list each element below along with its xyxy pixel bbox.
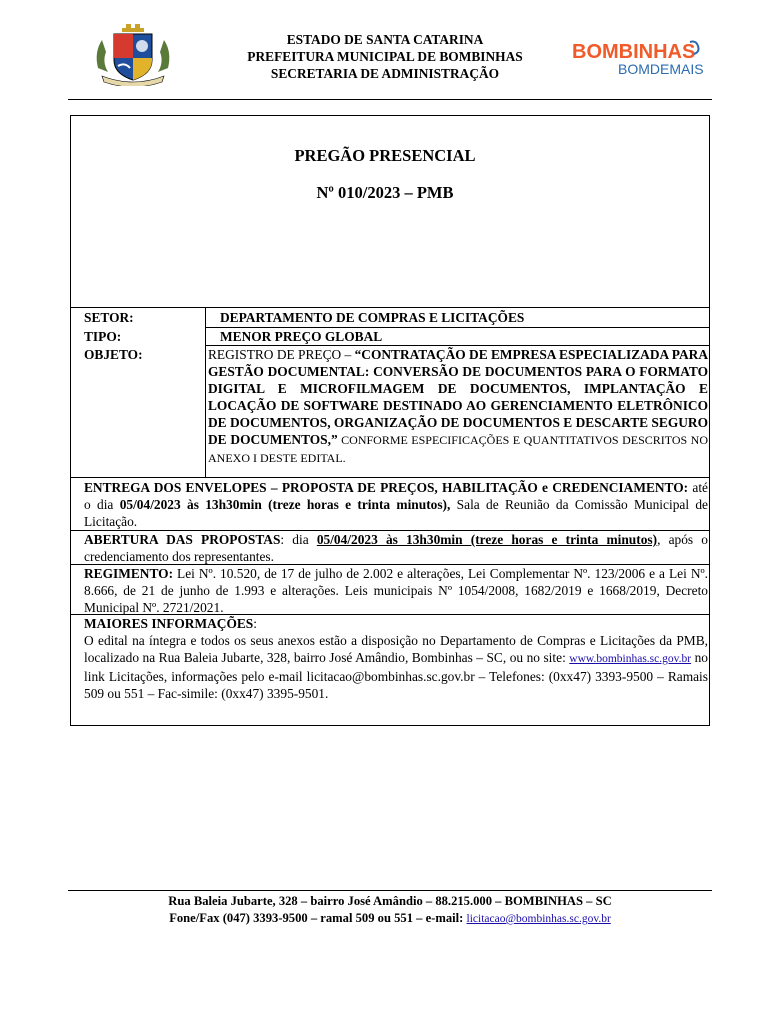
bombinhas-logo-icon xyxy=(572,38,712,80)
entrega-section xyxy=(84,479,708,530)
table-column-divider xyxy=(205,307,206,477)
objeto-description: “CONTRATAÇÃO DE EMPRESA ESPECIALIZADA PARA GESTÃO DOCUMENTAL: CONVERSÃO DE DOCUMENTOS PARA O FORMATO DIGITAL E MICROFILMAGEM DE DOCUMENTOS, IMPLANTAÇÃO E LOCAÇÃO DE SOFTWARE DESTINADO AO GERENCIAMENTO ELETRÔNICO DE DOCUMENTOS, ORGANIZAÇÃO DE DOCUMENTOS E DESCARTE SEGURO DE DOCUMENTOS,” xyxy=(208,347,708,447)
objeto-value xyxy=(208,346,708,467)
informacoes-colon: : xyxy=(253,616,257,631)
tipo-value: MENOR PREÇO GLOBAL xyxy=(220,329,383,344)
doc-number: Nº 010/2023 – PMB xyxy=(316,183,454,202)
brand-main-text: BOMBINHAS xyxy=(572,41,696,63)
informacoes-section xyxy=(84,615,708,702)
objeto-label: OBJETO: xyxy=(84,347,143,362)
abertura-text: : dia xyxy=(280,532,317,547)
abertura-section xyxy=(84,531,708,565)
brand-sub-text: BOMDEMAIS xyxy=(618,61,704,77)
footer-address: Rua Baleia Jubarte, 328 – bairro José Amândio – 88.215.000 – BOMBINHAS – SC xyxy=(168,894,612,908)
informacoes-label: MAIORES INFORMAÇÕES xyxy=(84,616,254,631)
entrega-date: 05/04/2023 às 13h30min (treze horas e trinta minutos), xyxy=(119,497,451,512)
footer-email-link[interactable]: licitacao@bombinhas.sc.gov.br xyxy=(466,913,611,925)
header-secretariat: SECRETARIA DE ADMINISTRAÇÃO xyxy=(270,66,500,81)
setor-value: DEPARTAMENTO DE COMPRAS E LICITAÇÕES xyxy=(220,310,525,325)
footer-rule xyxy=(68,890,712,891)
coat-of-arms-icon xyxy=(92,22,174,86)
website-link[interactable]: www.bombinhas.sc.gov.br xyxy=(569,653,692,665)
informacoes-text: O edital na íntegra e todos os seus anexos estão a disposição no Departamento de Compras e Licitações da PMB, localizado na Rua Baleia Jubarte, 328, bairro José Amândio, Bombinhas – SC, ou no site: xyxy=(84,633,708,665)
document-footer xyxy=(70,893,710,928)
abertura-note: , após o credenciamento dos representantes. xyxy=(84,532,708,564)
regimento-label: REGIMENTO: xyxy=(84,566,174,581)
setor-label: SETOR: xyxy=(84,310,134,325)
entrega-location: Sala de Reunião da Comissão Municipal de Licitação. xyxy=(84,497,709,529)
header-prefecture: PREFEITURA MUNICIPAL DE BOMBINHAS xyxy=(247,49,523,64)
footer-contact xyxy=(70,910,710,928)
header-rule xyxy=(68,99,712,100)
objeto-prefix: REGISTRO DE PREÇO – xyxy=(208,347,355,362)
informacoes-contact: no link Licitações, informações pelo e-mail licitacao@bombinhas.sc.gov.br – Telefones: (0xx47) 3393-9500 – Ramais 509 ou 551 – Fac-simile: (0xx47) 3395-9501. xyxy=(84,650,708,701)
doc-title: PREGÃO PRESENCIAL xyxy=(294,146,476,165)
header-state: ESTADO DE SANTA CATARINA xyxy=(286,32,484,47)
footer-phone: Fone/Fax (047) 3393-9500 – ramal 509 ou 551 – e-mail: xyxy=(169,911,467,925)
tipo-label: TIPO: xyxy=(84,329,122,344)
row-divider xyxy=(70,477,710,478)
table-top-border xyxy=(70,307,710,308)
abertura-date: 05/04/2023 às 13h30min (treze horas e trinta minutos) xyxy=(316,532,658,547)
entrega-label: ENTREGA DOS ENVELOPES – PROPOSTA DE PREÇOS, HABILITAÇÃO e CREDENCIAMENTO: xyxy=(84,480,689,495)
objeto-suffix: CONFORME ESPECIFICAÇÕES E QUANTITATIVOS DESCRITOS NO ANEXO I DESTE EDITAL. xyxy=(208,433,708,465)
entrega-text: até o dia xyxy=(84,480,708,512)
regimento-section xyxy=(84,565,708,616)
regimento-text: Lei Nº. 10.520, de 17 de julho de 2.002 e alterações, Lei Complementar Nº. 123/2006 e a Lei Nº. 8.666, de 21 de junho de 1.993 e alterações. Leis municipais Nº 1054/2008, 1682/2019 e 1668/2019, Decreto Municipal Nº. 2721/2021. xyxy=(84,566,708,615)
document-header xyxy=(205,31,565,82)
abertura-label: ABERTURA DAS PROPOSTAS xyxy=(84,532,281,547)
